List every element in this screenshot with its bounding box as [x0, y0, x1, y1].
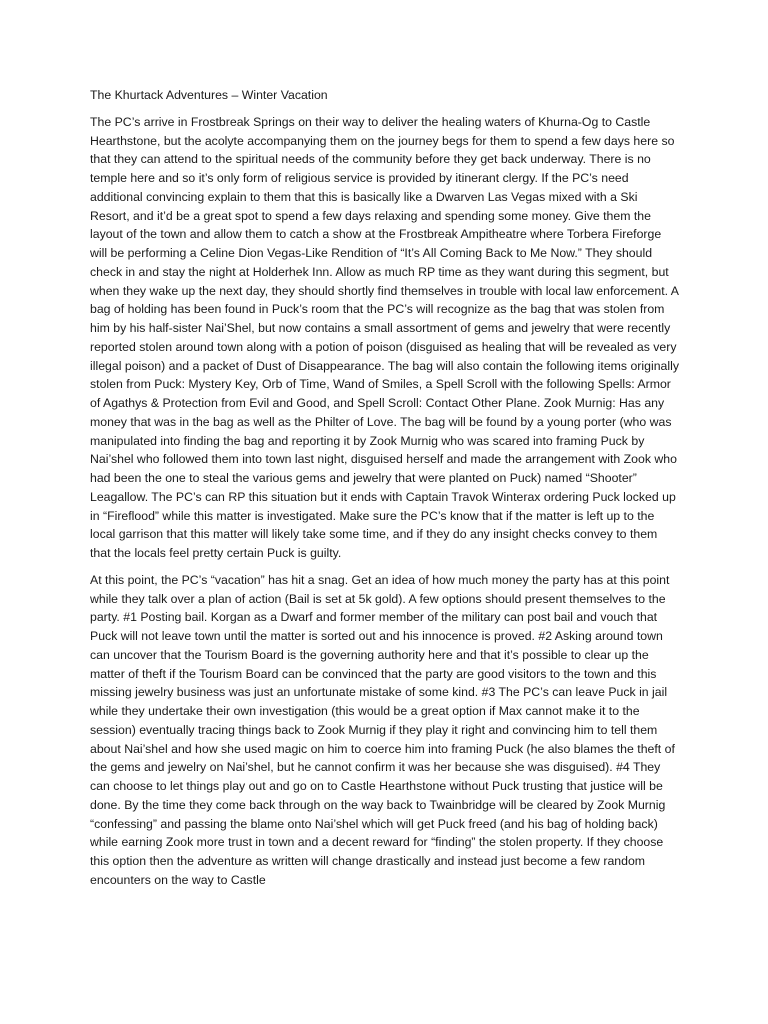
- document-title: The Khurtack Adventures – Winter Vacation: [90, 88, 328, 102]
- paragraph-arrival: The PC’s arrive in Frostbreak Springs on their way to deliver the healing waters of Khurna-Og to Castle Hearthstone, but the acolyte accompanying them on the journey begs for them to spend a few days here so that they can attend to the spiritual needs of the community before they get back underway. There is no temple here and so it’s only form of religious service is provided by itinerant clergy. If the PC’s need additional convincing explain to them that this is basically like a Dwarven Las Vegas mixed with a Ski Resort, and it’d be a great spot to spend a few days relaxing and spending some money. Give them the layout of the town and allow them to catch a show at the Frostbreak Ampitheatre where Torbera Fireforge will be performing a Celine Dion Vegas-Like Rendition of “It’s All Coming Back to Me Now.” They should check in and stay the night at Holderhek Inn. Allow as much RP time as they want during this segment, but when they wake up the next day, they should shortly find themselves in trouble with local law enforcement. A bag of holding has been found in Puck’s room that the PC’s will recognize as the bag that was stolen from him by his half-sister Nai’Shel, but now contains a small assortment of gems and jewelry that were recently reported stolen around town along with a potion of poison (disguised as healing that will be revealed as very illegal poison) and a packet of Dust of Disappearance. The bag will also contain the following items originally stolen from Puck: Mystery Key, Orb of Time, Wand of Smiles, a Spell Scroll with the following Spells: Armor of Agathys & Protection from Evil and Good, and Spell Scroll: Contact Other Plane. Zook Murnig: Has any money that was in the bag as well as the Philter of Love. The bag will be found by a young porter (who was manipulated into finding the bag and reporting it by Zook Murnig who was scared into framing Puck by Nai’shel who followed them into town last night, disguised herself and made the arrangement with Zook who had been the one to steal the various gems and jewelry that were planted on Puck) named “Shooter” Leagallow. The PC’s can RP this situation but it ends with Captain Travok Winterax ordering Puck locked up in “Fireflood” while this matter is investigated. Make sure the PC’s know that if the matter is left up to the local garrison that this matter will likely take some time, and if they do any insight checks convey to them that the locals feel pretty certain Puck is guilty.: [90, 114, 679, 560]
- document-page: [90, 86, 680, 1024]
- paragraph-options: At this point, the PC’s “vacation” has hit a snag. Get an idea of how much money the party has at this point while they talk over a plan of action (Bail is set at 5k gold). A few options should present themselves to the party. #1 Posting bail. Korgan as a Dwarf and former member of the military can post bail and vouch that Puck will not leave town until the matter is sorted out and his innocence is proved. #2 Asking around town can uncover that the Tourism Board is the governing authority here and that it’s possible to clear up the matter of theft if the Tourism Board can be convinced that the party are good visitors to the town and this missing jewelry business was just an unfortunate mistake of some kind. #3 The PC’s can leave Puck in jail while they undertake their own investigation (this would be a great option if Max cannot make it to the session) eventually tracing things back to Zook Murnig if they play it right and convincing him to tell them about Nai’shel and how she used magic on him to coerce him into framing Puck (he also blames the theft of the gems and jewelry on Nai’shel, but he cannot confirm it was her because she was disguised). #4 They can choose to let things play out and go on to Castle Hearthstone without Puck trusting that justice will be done. By the time they come back through on the way back to Twainbridge will be cleared by Zook Murnig “confessing” and passing the blame onto Nai’shel which will get Puck freed (and his bag of holding back) while earning Zook more trust in town and a decent reward for “finding” the stolen property. If they choose this option then the adventure as written will change drastically and instead just become a few random encounters on the way to Castle: [90, 572, 675, 887]
